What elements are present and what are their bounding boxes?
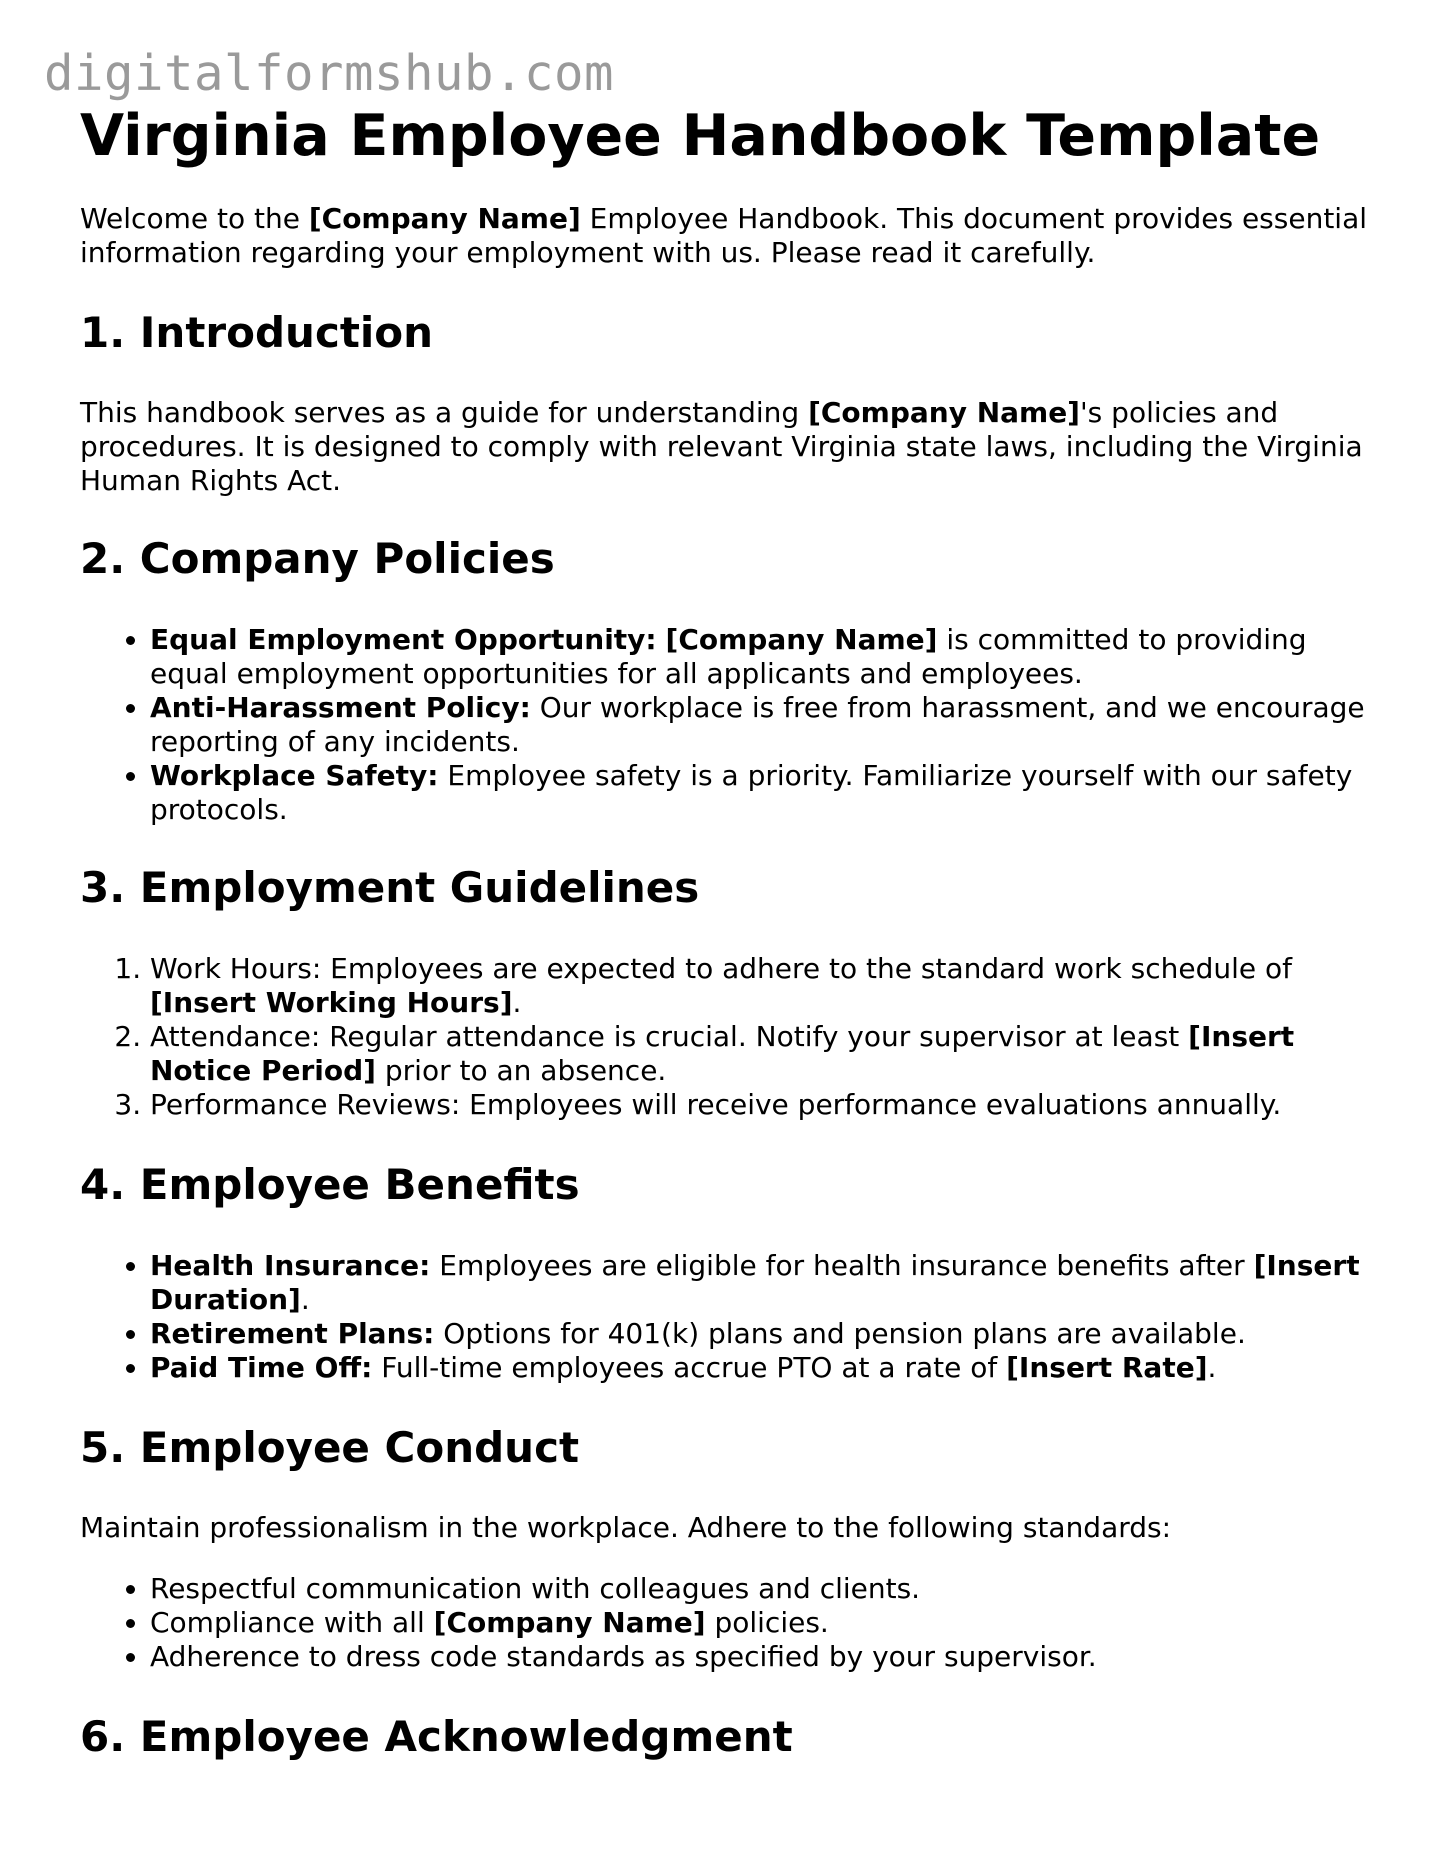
section-heading-introduction: 1. Introduction xyxy=(80,308,434,357)
list-item: • Retirement Plans: Options for 401(k) plans and pension plans are available. xyxy=(150,1317,1370,1351)
section-heading-guidelines: 3. Employment Guidelines xyxy=(80,863,700,912)
list-item: • Workplace Safety: Employee safety is a priority. Familiarize yourself with our safety protocols. xyxy=(150,759,1370,827)
item-label: Health Insurance: xyxy=(150,1249,431,1282)
list-item: 3. Performance Reviews: Employees will receive performance evaluations annually. xyxy=(150,1088,1370,1122)
list-item: • Adherence to dress code standards as specified by your supervisor. xyxy=(150,1640,1370,1674)
page-title: Virginia Employee Handbook Template xyxy=(80,103,1321,169)
company-placeholder: [Company Name] xyxy=(808,396,1080,429)
company-placeholder: [Company Name] xyxy=(433,1606,706,1639)
section-heading-policies: 2. Company Policies xyxy=(80,534,555,583)
insert-placeholder: [Insert Notice Period] xyxy=(150,1020,1295,1087)
insert-placeholder: [Insert Duration] xyxy=(150,1249,1360,1316)
benefits-list xyxy=(80,1249,1370,1385)
document-page xyxy=(80,100,1370,1764)
list-item: • Equal Employment Opportunity: [Company Name] is committed to providing equal employment opportunities for all applicants and employees. xyxy=(150,623,1370,691)
intro-paragraph: Welcome to the [Company Name] Employee Handbook. This document provides essential information regarding your employment with us. Please read it carefully. xyxy=(80,202,1368,269)
watermark: digitalformshub.com xyxy=(44,45,615,102)
list-item: • Paid Time Off: Full-time employees accrue PTO at a rate of [Insert Rate]. xyxy=(150,1351,1370,1385)
insert-placeholder: [Insert Working Hours] xyxy=(150,986,513,1019)
conduct-paragraph: Maintain professionalism in the workplace. Adhere to the following standards: xyxy=(80,1511,1172,1544)
item-label: Paid Time Off: xyxy=(150,1351,373,1384)
company-placeholder: [Company Name] xyxy=(665,623,938,656)
guidelines-list xyxy=(80,952,1370,1122)
insert-placeholder: [Insert Rate] xyxy=(1006,1351,1208,1384)
list-item: • Anti-Harassment Policy: Our workplace is free from harassment, and we encourage reporting of any incidents. xyxy=(150,691,1370,759)
company-placeholder: [Company Name] xyxy=(308,202,581,235)
section-heading-benefits: 4. Employee Benefits xyxy=(80,1160,580,1209)
introduction-paragraph: This handbook serves as a guide for understanding [Company Name]'s policies and procedures. It is designed to comply with relevant Virginia state laws, including the Virginia Human Rights Act. xyxy=(80,396,1363,497)
section-heading-conduct: 5. Employee Conduct xyxy=(80,1423,580,1472)
item-label: Anti-Harassment Policy: xyxy=(150,691,531,724)
list-item: • Health Insurance: Employees are eligible for health insurance benefits after [Insert Duration]. xyxy=(150,1249,1370,1317)
section-heading-acknowledgment: 6. Employee Acknowledgment xyxy=(80,1712,793,1761)
item-label: Equal Employment Opportunity: xyxy=(150,623,657,656)
list-item: • Compliance with all [Company Name] policies. xyxy=(150,1606,1370,1640)
list-item: 1. Work Hours: Employees are expected to adhere to the standard work schedule of [Insert Working Hours]. xyxy=(150,952,1370,1020)
conduct-list xyxy=(80,1572,1370,1674)
policies-list xyxy=(80,623,1370,827)
list-item: 2. Attendance: Regular attendance is crucial. Notify your supervisor at least [Insert Notice Period] prior to an absence. xyxy=(150,1020,1370,1088)
item-label: Workplace Safety: xyxy=(150,759,439,792)
item-label: Retirement Plans: xyxy=(150,1317,435,1350)
list-item: • Respectful communication with colleagues and clients. xyxy=(150,1572,1370,1606)
